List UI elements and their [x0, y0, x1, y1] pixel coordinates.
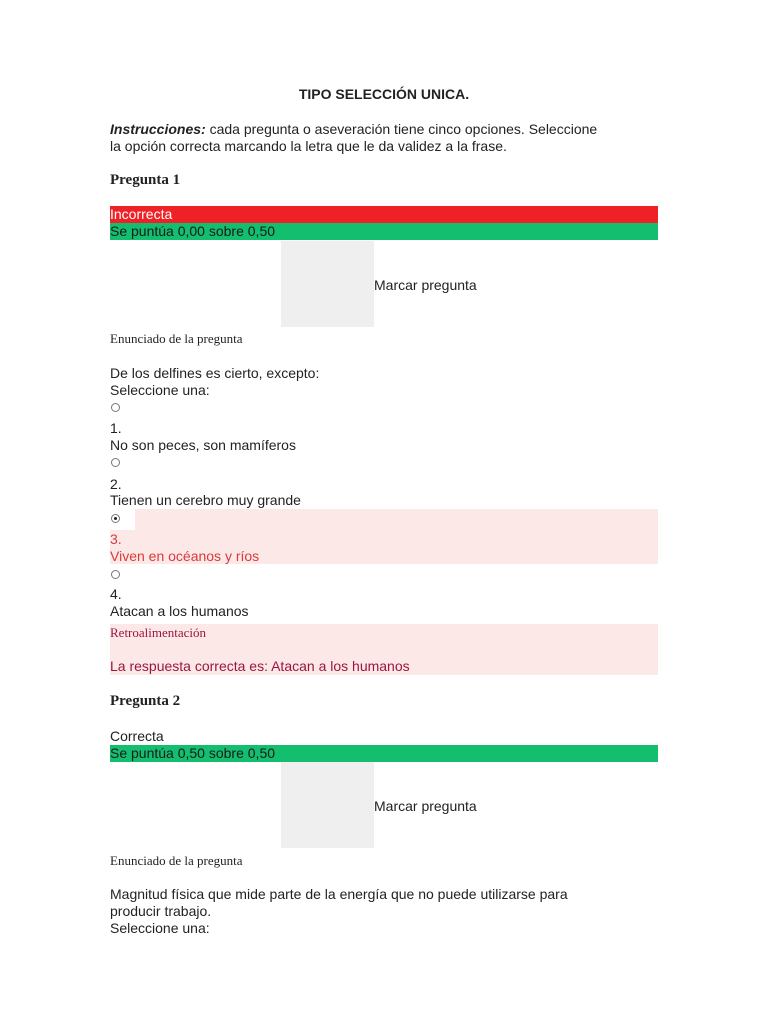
question-1-text: De los delfines es cierto, excepto: — [110, 365, 320, 381]
question-1-feedback-title: Retroalimentación — [110, 625, 207, 640]
question-1-option-1-radio[interactable] — [111, 403, 120, 412]
question-1-option-4-label[interactable]: Atacan a los humanos — [110, 603, 249, 619]
question-1-option-2-number: 2. — [110, 476, 122, 492]
question-1-option-4-radio[interactable] — [111, 570, 120, 579]
question-1-option-3-label[interactable]: Viven en océanos y ríos — [110, 548, 260, 564]
question-2-flag-icon[interactable] — [281, 762, 374, 848]
question-1-statement-label: Enunciado de la pregunta — [110, 331, 243, 346]
question-2-flag-button[interactable]: Marcar pregunta — [374, 798, 477, 814]
question-2-text-line-1: Magnitud física que mide parte de la energía que no puede utilizarse para — [110, 886, 568, 902]
question-2-text-line-2: producir trabajo. — [110, 903, 212, 919]
instructions — [110, 121, 658, 155]
question-1-state-badge: Incorrecta — [110, 206, 658, 223]
instructions-line-1: cada pregunta o aseveración tiene cinco opciones. Seleccione — [205, 121, 598, 137]
question-1-option-2-radio[interactable] — [111, 458, 120, 467]
question-1-option-3-number: 3. — [110, 531, 122, 547]
question-2-statement-label: Enunciado de la pregunta — [110, 853, 243, 868]
question-1-option-3-radio[interactable] — [111, 514, 120, 523]
question-2-prompt: Seleccione una: — [110, 920, 210, 936]
question-1-flag-icon[interactable] — [281, 241, 374, 327]
question-2-state-badge: Correcta — [110, 728, 164, 744]
question-1-feedback-text: La respuesta correcta es: Atacan a los humanos — [110, 658, 410, 674]
question-2-heading: Pregunta 2 — [110, 693, 181, 709]
instructions-line-2: la opción correcta marcando la letra que le da validez a la frase. — [110, 138, 507, 154]
question-1-grade: Se puntúa 0,00 sobre 0,50 — [110, 223, 658, 240]
question-1-option-2-label: Tienen un cerebro muy grande — [110, 492, 301, 508]
question-1-option-4-number: 4. — [110, 586, 122, 602]
question-1-option-1-number: 1. — [110, 420, 122, 436]
question-1-option-1-label[interactable]: No son peces, son mamíferos — [110, 437, 296, 453]
question-1-flag-button[interactable]: Marcar pregunta — [374, 277, 477, 293]
question-2-grade: Se puntúa 0,50 sobre 0,50 — [110, 745, 658, 762]
document-title: TIPO SELECCIÓN UNICA. — [298, 86, 470, 102]
question-1-heading: Pregunta 1 — [110, 172, 181, 188]
question-1-prompt: Seleccione una: — [110, 382, 210, 398]
instructions-label: Instrucciones: — [110, 121, 206, 137]
